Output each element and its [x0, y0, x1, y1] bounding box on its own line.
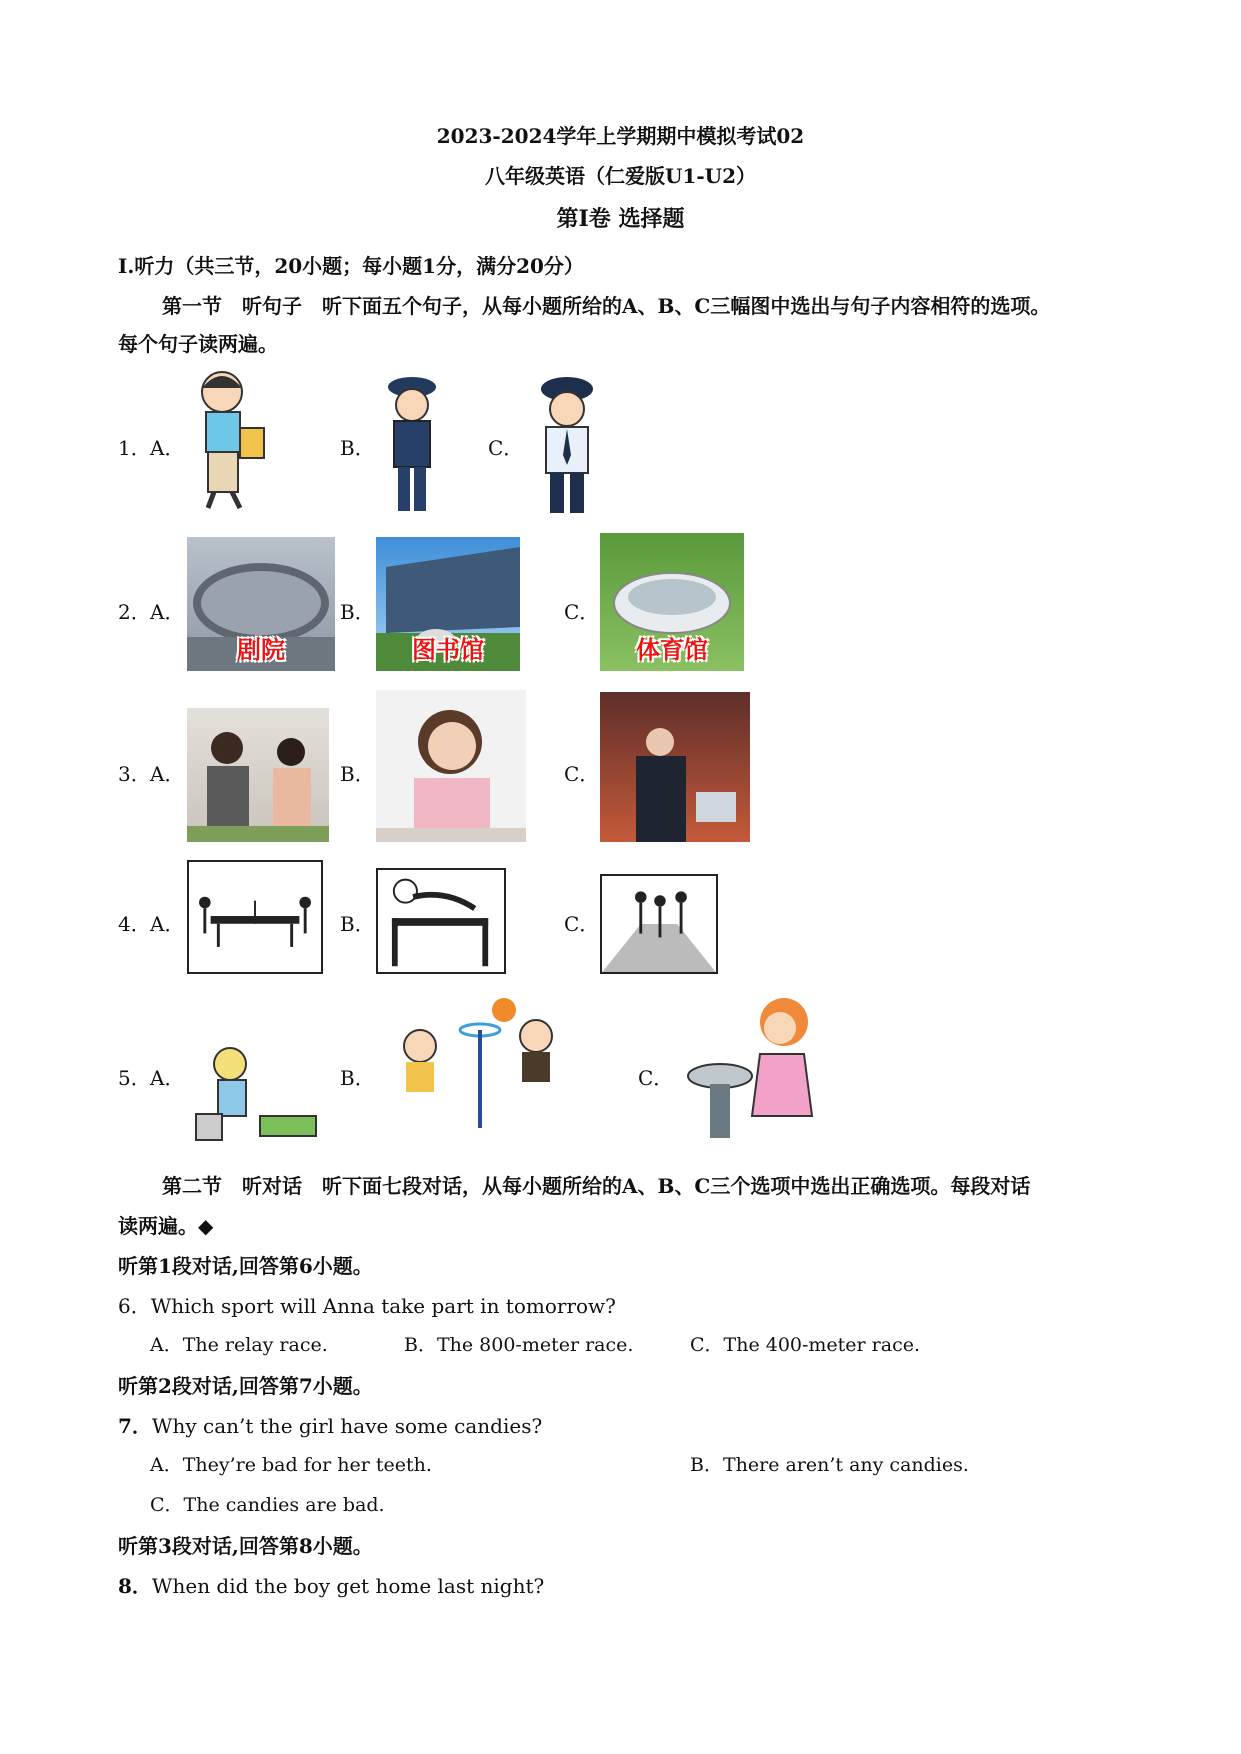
option-label: A． — [150, 600, 185, 624]
answer-option[interactable]: C．The candies are bad. — [150, 1494, 385, 1516]
gymnasium-photo[interactable] — [600, 533, 744, 671]
high-jump-illustration[interactable] — [376, 868, 506, 974]
option-label: C． — [564, 762, 600, 786]
option-label: C． — [488, 436, 524, 460]
pilot-illustration[interactable] — [536, 375, 598, 515]
option-label: A． — [150, 436, 185, 460]
section1-instruction-cont: 每个句子读两遍。 — [118, 332, 278, 356]
table-tennis-illustration[interactable] — [187, 860, 323, 974]
listening-heading: I.听力（共三节，20小题；每小题1分，满分20分） — [118, 254, 584, 278]
question-number: 2． — [118, 600, 151, 624]
option-label: B． — [340, 436, 375, 460]
question-text: When did the boy get home last night? — [151, 1574, 545, 1598]
question-7 — [118, 1410, 542, 1439]
question-number: 1． — [118, 436, 151, 460]
answer-option[interactable]: B．The 800-meter race. — [404, 1334, 634, 1356]
option-label: A． — [150, 912, 185, 936]
boys-basketball-illustration[interactable] — [384, 996, 570, 1132]
option-label: C． — [564, 912, 600, 936]
option-label: A． — [150, 762, 185, 786]
speech-photo[interactable] — [600, 692, 750, 842]
race-finish-illustration[interactable] — [600, 874, 718, 974]
woman-on-phone-photo[interactable] — [376, 690, 526, 842]
exam-title: 2023-2024学年上学期期中模拟考试02 — [436, 124, 805, 148]
question-number: 5． — [118, 1066, 151, 1090]
photo-caption: 剧院 — [237, 636, 285, 664]
dialogue-lead: 听第3段对话,回答第8小题。 — [118, 1534, 373, 1558]
option-label: C． — [638, 1066, 674, 1090]
photo-caption: 图书馆 — [412, 636, 484, 664]
question-number: 4． — [118, 912, 151, 936]
theater-photo[interactable] — [187, 537, 335, 671]
library-photo[interactable] — [376, 537, 520, 671]
option-label: A． — [150, 1066, 185, 1090]
answer-option[interactable]: A．They’re bad for her teeth. — [150, 1454, 432, 1476]
section2-instruction-cont: 读两遍。◆ — [118, 1214, 214, 1238]
section1-instruction: 第一节 听句子 听下面五个句子，从每小题所给的A、B、C三幅图中选出与句子内容相符的选项。 — [162, 294, 1051, 318]
dialogue-lead: 听第1段对话,回答第6小题。 — [118, 1254, 373, 1278]
dialogue-lead: 听第2段对话,回答第7小题。 — [118, 1374, 373, 1398]
women-talking-photo[interactable] — [187, 708, 329, 842]
answer-option[interactable]: C．The 400-meter race. — [690, 1334, 921, 1356]
question-8 — [118, 1570, 544, 1599]
answer-option[interactable]: B．There aren’t any candies. — [690, 1454, 969, 1476]
option-label: B． — [340, 912, 375, 936]
question-text: Why can’t the girl have some candies? — [151, 1414, 543, 1438]
section2-instruction: 第二节 听对话 听下面七段对话，从每小题所给的A、B、C三个选项中选出正确选项。每段对话 — [162, 1174, 1031, 1198]
question-number: 8． — [118, 1574, 152, 1598]
police-officer-illustration[interactable] — [378, 375, 446, 515]
option-label: B． — [340, 1066, 375, 1090]
question-number: 7． — [118, 1414, 152, 1438]
photo-caption: 体育馆 — [636, 636, 708, 664]
man-with-bag-illustration[interactable] — [182, 368, 272, 514]
exam-subtitle: 八年级英语（仁爱版U1-U2） — [484, 164, 756, 188]
girl-washing-hands-illustration[interactable] — [680, 992, 820, 1142]
girl-cleaning-illustration[interactable] — [190, 1040, 324, 1144]
volume-title: 第Ⅰ卷 选择题 — [556, 206, 685, 232]
option-label: C． — [564, 600, 600, 624]
option-label: B． — [340, 762, 375, 786]
question-number: 3． — [118, 762, 151, 786]
answer-option[interactable]: A．The relay race. — [150, 1334, 328, 1356]
option-label: B． — [340, 600, 375, 624]
question-6: 6．Which sport will Anna take part in tomorrow? — [118, 1294, 616, 1318]
